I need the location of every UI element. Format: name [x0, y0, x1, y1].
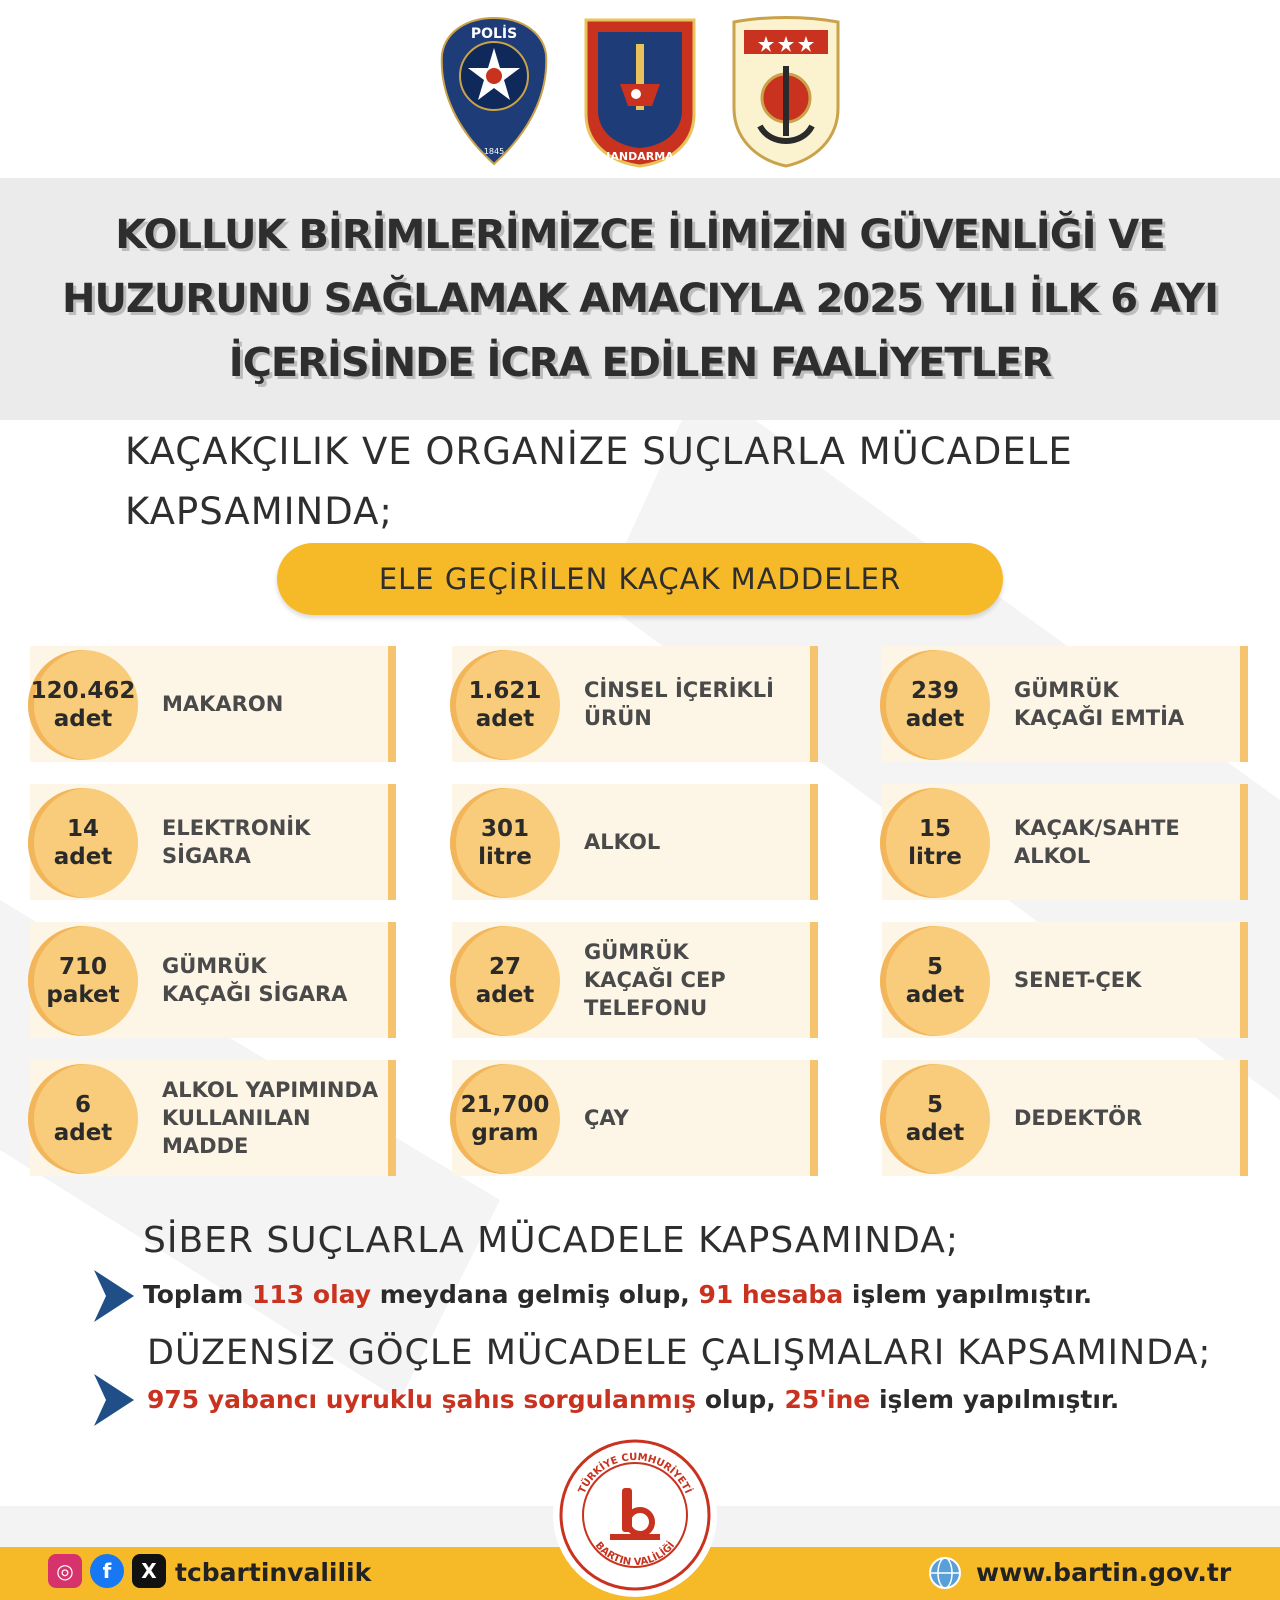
polis-emblem — [434, 14, 554, 169]
item-label: DEDEKTÖR — [1014, 1106, 1143, 1130]
migration-processed-count: 25'ine — [784, 1385, 871, 1414]
sahil-guvenlik-emblem — [726, 14, 846, 169]
jandarma-emblem — [580, 14, 700, 169]
arrow-icon — [94, 1270, 134, 1322]
x-icon[interactable]: X — [132, 1554, 166, 1588]
title-band — [0, 178, 1280, 420]
seized-item-card — [882, 784, 1248, 900]
quantity-unit: litre — [908, 844, 962, 870]
quantity-unit: adet — [905, 982, 965, 1008]
quantity-circle — [880, 926, 990, 1036]
item-label: ALKOL — [584, 830, 661, 854]
cyber-incident-count: 113 olay — [252, 1280, 372, 1309]
quantity-circle — [450, 788, 560, 898]
item-label: GÜMRÜK KAÇAĞI EMTİA — [1014, 678, 1185, 730]
quantity-amount: 1.621 — [468, 678, 542, 704]
social-handle[interactable]: tcbartinvalilik — [175, 1558, 372, 1587]
quantity-circle — [450, 1064, 560, 1174]
quantity-unit: litre — [478, 844, 532, 870]
quantity-amount: 21,700 — [460, 1092, 550, 1118]
cyber-heading: SİBER SUÇLARLA MÜCADELE KAPSAMINDA; — [143, 1220, 959, 1261]
globe-icon — [928, 1556, 962, 1590]
item-label: SENET-ÇEK — [1014, 968, 1142, 992]
quantity-unit: adet — [53, 844, 113, 870]
quantity-circle — [28, 788, 138, 898]
migration-text-2: işlem yapılmıştır. — [870, 1385, 1120, 1414]
quantity-amount: 15 — [918, 816, 951, 842]
cyber-text-1: Toplam — [143, 1280, 252, 1309]
quantity-circle — [880, 650, 990, 760]
item-label: CİNSEL İÇERİKLİ ÜRÜN — [584, 678, 774, 730]
facebook-icon[interactable]: f — [90, 1554, 124, 1588]
logo-row — [0, 14, 1280, 174]
bartin-valiligi-seal — [550, 1430, 720, 1600]
website-link[interactable]: www.bartin.gov.tr — [976, 1558, 1232, 1587]
quantity-circle — [450, 926, 560, 1036]
quantity-circle — [28, 650, 138, 760]
seized-item-card — [30, 646, 396, 762]
seized-item-card — [452, 1060, 818, 1176]
seized-item-card — [30, 922, 396, 1038]
instagram-icon[interactable]: ◎ — [48, 1554, 82, 1588]
migration-statement — [147, 1385, 1119, 1414]
quantity-circle — [28, 926, 138, 1036]
seized-items-pill: ELE GEÇİRİLEN KAÇAK MADDELER — [277, 543, 1003, 615]
svg-text:1845: 1845 — [483, 147, 505, 156]
quantity-unit: adet — [905, 1120, 965, 1146]
quantity-unit: adet — [53, 706, 113, 732]
item-label: ÇAY — [584, 1106, 629, 1130]
page-title: KOLLUK BİRİMLERİMİZCE İLİMİZİN GÜVENLİĞİ VE HUZURUNU SAĞLAMAK AMACIYLA 2025 YILI İLK 6 AYI İÇERİSİNDE İCRA EDİLEN FAALİYETLER — [61, 212, 1219, 386]
seized-item-card — [30, 784, 396, 900]
quantity-amount: 6 — [74, 1092, 91, 1118]
seized-item-card — [882, 646, 1248, 762]
jandarma-emblem-text: JANDARMA — [606, 150, 674, 163]
quantity-circle — [880, 788, 990, 898]
polis-emblem-text: POLİS — [470, 26, 518, 42]
quantity-unit: adet — [53, 1120, 113, 1146]
item-label: MAKARON — [162, 692, 284, 716]
quantity-amount: 14 — [66, 816, 99, 842]
arrow-icon — [94, 1374, 134, 1426]
seized-item-card — [882, 1060, 1248, 1176]
quantity-unit: adet — [905, 706, 965, 732]
quantity-unit: adet — [475, 706, 535, 732]
quantity-circle — [450, 650, 560, 760]
quantity-circle — [28, 1064, 138, 1174]
cyber-account-count: 91 hesaba — [698, 1280, 844, 1309]
item-label: GÜMRÜK KAÇAĞI CEP TELEFONU — [584, 940, 726, 1020]
quantity-amount: 239 — [910, 678, 959, 704]
social-icons — [48, 1554, 166, 1588]
item-label: GÜMRÜK KAÇAĞI SİGARA — [162, 954, 348, 1006]
seized-item-card — [452, 784, 818, 900]
migration-heading: DÜZENSİZ GÖÇLE MÜCADELE ÇALIŞMALARI KAPSAMINDA; — [147, 1333, 1212, 1373]
item-label: KAÇAK/SAHTE ALKOL — [1014, 816, 1180, 868]
item-label: ELEKTRONİK SİGARA — [162, 816, 311, 868]
seized-item-card — [452, 922, 818, 1038]
smuggling-heading: KAÇAKÇILIK VE ORGANİZE SUÇLARLA MÜCADELE KAPSAMINDA; — [125, 430, 1073, 533]
item-label: ALKOL YAPIMINDA KULLANILAN MADDE — [162, 1078, 379, 1158]
quantity-amount: 5 — [926, 1092, 943, 1118]
svg-text:TÜRKİYE CUMHURİYETİ: TÜRKİYE CUMHURİYETİ — [576, 1451, 694, 1496]
quantity-amount: 27 — [488, 954, 521, 980]
quantity-unit: gram — [471, 1120, 539, 1146]
quantity-unit: adet — [475, 982, 535, 1008]
seized-item-card — [452, 646, 818, 762]
migration-queried-count: 975 yabancı uyruklu şahıs sorgulanmış — [147, 1385, 697, 1414]
cyber-text-2: meydana gelmiş olup, — [371, 1280, 699, 1309]
migration-text-1: olup, — [696, 1385, 785, 1414]
quantity-amount: 120.462 — [30, 678, 136, 704]
cyber-text-3: işlem yapılmıştır. — [843, 1280, 1093, 1309]
seized-item-card — [30, 1060, 396, 1176]
quantity-amount: 710 — [58, 954, 107, 980]
svg-text:BARTIN VALİLİĞİ: BARTIN VALİLİĞİ — [592, 1540, 678, 1569]
seized-item-card — [882, 922, 1248, 1038]
cyber-statement — [143, 1280, 1092, 1309]
quantity-amount: 5 — [926, 954, 943, 980]
quantity-circle — [880, 1064, 990, 1174]
quantity-amount: 301 — [480, 816, 529, 842]
quantity-unit: paket — [46, 982, 120, 1008]
